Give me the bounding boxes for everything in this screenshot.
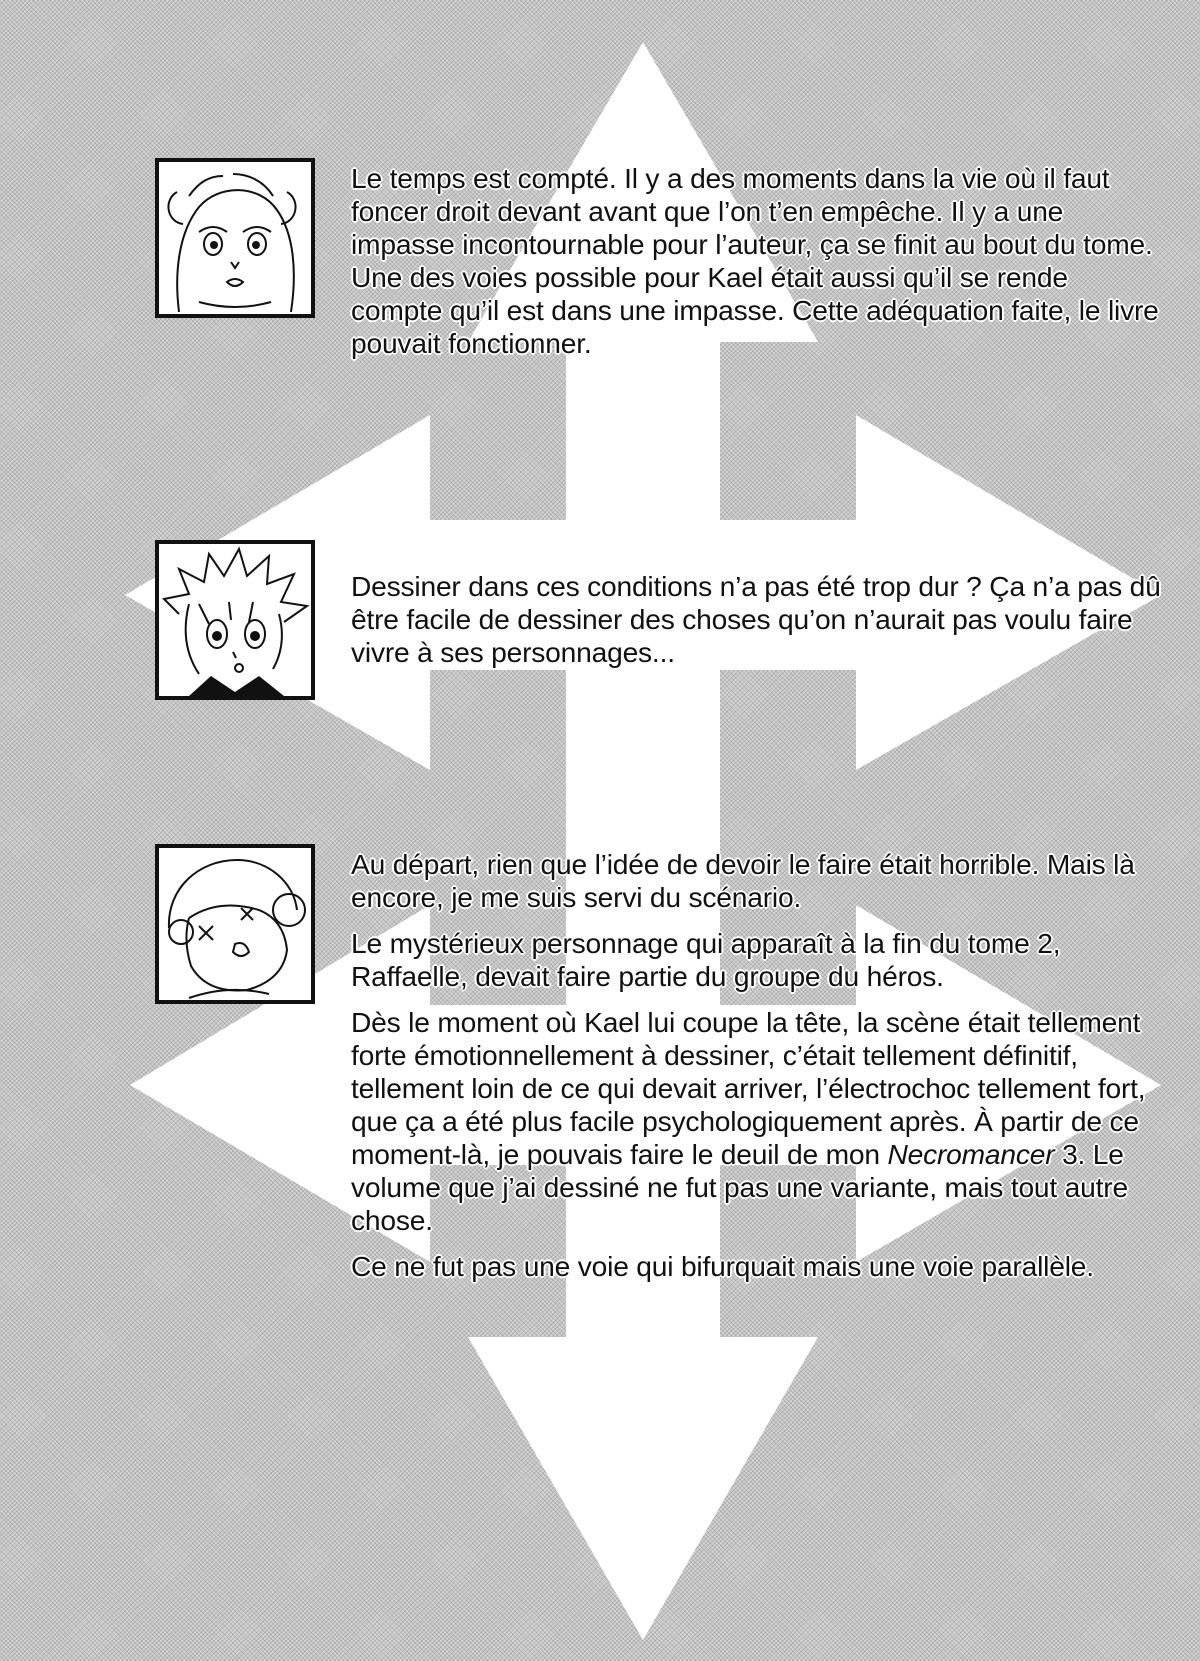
book-title: Necromancer (887, 1138, 1055, 1170)
paragraph: Au départ, rien que l’idée de devoir le faire était horrible. Mais là encore, je me suis servi du scénario. (351, 848, 1135, 913)
paragraph: Le temps est compté. Il y a des moments dans la vie où il faut foncer droit devant avant que l’on t’en empêche. Il y a une impasse incontournable pour l’auteur, ça se finit au bout du tome. Une des voies possible pour Kael était aussi qu’il se rende compte qu’il est dans une impasse. Cette adéquation faite, le livre pouvait fonctionner. (351, 162, 1159, 359)
spiky-hair-boy-portrait (155, 540, 315, 700)
lion-cub-portrait (155, 158, 315, 318)
paragraph: Ce ne fut pas une voie qui bifurquait mais une voie parallèle. (351, 1250, 1094, 1282)
block-3-text (351, 848, 1163, 1283)
paragraph-text: Dès le moment où Kael lui coupe la tête, la scène était tellement forte émotionnellement à dessiner, c’était tellement définitif, tellement loin de ce qui devait arriver, l’électrochoc tellement fort, que ça a été plus facile psychologiquement après. À partir de ce moment-là, je pouvais faire le deuil de mon (351, 1006, 1146, 1170)
lion-cub-icon (159, 162, 311, 314)
paragraph-text: 3. Le volume que j’ai dessiné ne fut pas une variante, mais tout autre chose. (351, 1138, 1128, 1236)
block-2-text (351, 570, 1163, 669)
dazed-lion-cub-icon (159, 848, 311, 1000)
paragraph: Dessiner dans ces conditions n’a pas été trop dur ? Ça n’a pas dû être facile de dessiner des choses qu’on n’aurait pas voulu faire vivre à ses personnages... (351, 570, 1161, 668)
dazed-lion-cub-portrait (155, 844, 315, 1004)
block-1-text (351, 162, 1163, 360)
paragraph: Le mystérieux personnage qui apparaît à la fin du tome 2, Raffaelle, devait faire partie du groupe du héros. (351, 927, 1061, 992)
paragraph-with-title (351, 1006, 1163, 1237)
spiky-hair-boy-icon (159, 544, 311, 696)
